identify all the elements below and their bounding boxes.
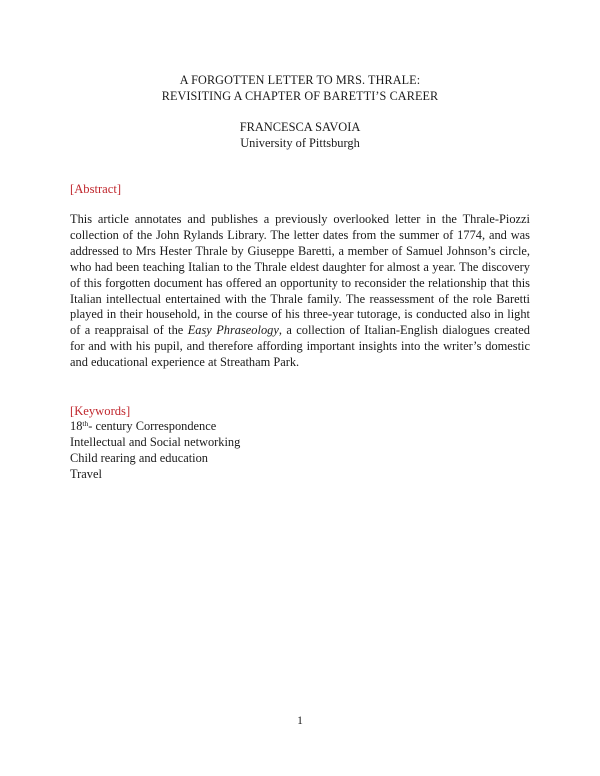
keyword-superscript: th bbox=[82, 419, 89, 428]
article-title bbox=[0, 72, 600, 104]
page-number: 1 bbox=[297, 715, 303, 727]
author-affiliation: University of Pittsburgh bbox=[240, 136, 360, 150]
keyword-item bbox=[70, 419, 530, 435]
title-line-1: A FORGOTTEN LETTER TO MRS. THRALE: bbox=[179, 73, 421, 87]
abstract-text-part-2: , a collection of Italian-English dialogues created for and with his pupil, and therefore affording important insights into the writer’s domestic and educational experience at Streatham Park. bbox=[70, 323, 530, 370]
author-block bbox=[0, 119, 600, 151]
keyword-item: Intellectual and Social networking bbox=[70, 434, 241, 449]
abstract-body bbox=[70, 212, 530, 371]
abstract-paragraph bbox=[70, 212, 530, 371]
keyword-item: Travel bbox=[70, 466, 102, 481]
keywords-list bbox=[70, 419, 530, 483]
abstract-heading: [Abstract] bbox=[70, 182, 122, 196]
keyword-item: Child rearing and education bbox=[70, 450, 208, 465]
keywords-heading: [Keywords] bbox=[70, 404, 131, 418]
abstract-text-part-1: This article annotates and publishes a previously overlooked letter in the Thrale-Piozzi collection of the John Rylands Library. The letter dates from the summer of 1774, and was addressed to Mrs Hester Thrale by Giuseppe Baretti, a member of Samuel Johnson’s circle, who had been teaching Italian to the Thrale eldest daughter for almost a year. The discovery of this forgotten document has offered an opportunity to reconsider the relationship that this Italian intellectual entertained with the Thrale family. The reassessment of the role Baretti played in their household, in the course of his three-year tutorage, is conducted also in light of a reappraisal of the bbox=[70, 212, 530, 338]
abstract-italic-title: Easy Phraseology bbox=[187, 323, 279, 338]
keyword-rest: - century Correspondence bbox=[88, 419, 217, 433]
keyword-number: 18 bbox=[70, 419, 83, 433]
author-name: FRANCESCA SAVOIA bbox=[239, 120, 361, 134]
title-line-2: REVISITING A CHAPTER OF BARETTI’S CAREER bbox=[161, 89, 439, 103]
